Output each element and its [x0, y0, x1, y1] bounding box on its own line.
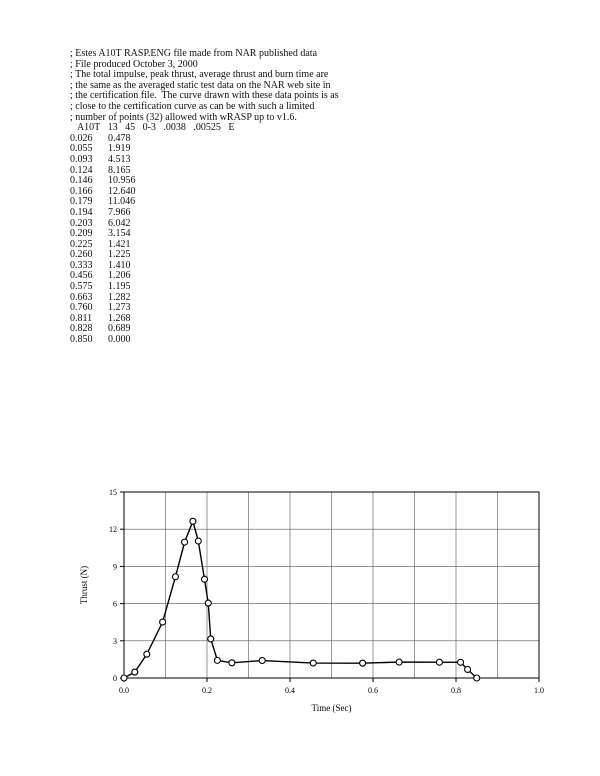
data-point — [396, 659, 402, 665]
x-axis-label: Time (Sec) — [311, 703, 352, 713]
time-value: 0.811 — [70, 312, 93, 324]
time-value: 0.225 — [70, 238, 93, 250]
eng-file-text — [70, 49, 339, 346]
x-tick-label: 0.4 — [285, 686, 295, 695]
x-axis-ticks — [119, 678, 544, 695]
header-comment-line: ; The total impulse, peak thrust, average thrust and burn time are — [70, 69, 329, 81]
thrust-value: 1.195 — [108, 281, 131, 293]
header-comment-line: ; close to the certification curve as can be with such a limited — [70, 100, 315, 112]
grid-lines — [124, 492, 539, 678]
data-point — [144, 651, 150, 657]
time-value: 0.333 — [70, 259, 93, 271]
data-point — [182, 539, 188, 545]
data-point — [208, 636, 214, 642]
thrust-value: 0.478 — [108, 132, 131, 144]
thrust-curve-chart — [0, 470, 600, 730]
y-tick-label: 0 — [113, 674, 117, 683]
header-comment-line: ; the same as the averaged static test data on the NAR web site in — [70, 79, 331, 91]
time-value: 0.260 — [70, 249, 93, 261]
thrust-value: 1.410 — [108, 259, 131, 271]
y-tick-label: 6 — [113, 599, 117, 609]
data-point — [214, 657, 220, 663]
thrust-value: 8.165 — [108, 164, 131, 176]
time-value: 0.850 — [70, 334, 93, 346]
x-tick-label: 0.6 — [368, 686, 378, 695]
data-point — [360, 660, 366, 666]
data-point — [310, 660, 316, 666]
thrust-value: 0.689 — [108, 323, 131, 335]
header-comment-line: ; File produced October 3, 2000 — [70, 58, 198, 70]
thrust-value: 1.225 — [108, 249, 131, 261]
time-value: 0.663 — [70, 291, 93, 303]
thrust-value: 10.956 — [108, 175, 136, 187]
data-point — [132, 669, 138, 675]
data-point — [205, 600, 211, 606]
time-value: 0.124 — [70, 164, 93, 176]
thrust-value: 6.042 — [108, 217, 131, 229]
data-point — [202, 576, 208, 582]
header-comment-line: ; Estes A10T RASP.ENG file made from NAR published data — [70, 48, 318, 59]
thrust-value: 1.206 — [108, 270, 131, 282]
thrust-value: 1.282 — [108, 291, 131, 303]
data-point — [160, 619, 166, 625]
y-axis-ticks — [109, 488, 124, 683]
y-tick-label: 12 — [109, 525, 117, 535]
data-point — [474, 675, 480, 681]
data-point — [436, 659, 442, 665]
data-point — [259, 658, 265, 664]
data-point — [458, 659, 464, 665]
thrust-value: 1.273 — [108, 302, 131, 314]
y-tick-label: 15 — [109, 488, 117, 497]
thrust-value: 11.046 — [108, 196, 136, 208]
time-value: 0.203 — [70, 217, 93, 229]
data-point — [465, 666, 471, 672]
thrust-value: 4.513 — [108, 153, 131, 165]
time-value: 0.146 — [70, 175, 93, 187]
time-value: 0.456 — [70, 270, 93, 282]
data-point — [172, 574, 178, 580]
x-tick-label: 0.8 — [451, 686, 461, 695]
y-tick-label: 9 — [113, 562, 117, 572]
data-point — [195, 538, 201, 544]
time-value: 0.209 — [70, 228, 93, 240]
thrust-value: 7.966 — [108, 206, 131, 218]
thrust-value: 12.640 — [108, 185, 136, 197]
x-tick-label: 0.2 — [202, 686, 212, 695]
time-value: 0.760 — [70, 302, 93, 314]
thrust-value: 1.919 — [108, 143, 131, 155]
time-value: 0.166 — [70, 185, 93, 197]
time-value: 0.093 — [70, 153, 93, 165]
y-tick-label: 3 — [113, 636, 117, 646]
x-tick-label: 1.0 — [534, 686, 544, 695]
x-tick-label: 0.0 — [119, 686, 129, 695]
time-value: 0.194 — [70, 206, 93, 218]
thrust-value: 1.268 — [108, 312, 131, 324]
header-comment-line: ; the certification file. The curve drawn with these data points is as — [70, 90, 339, 102]
data-point — [229, 660, 235, 666]
data-point — [190, 518, 196, 524]
thrust-series-line — [124, 521, 477, 678]
time-value: 0.179 — [70, 196, 93, 208]
time-value: 0.575 — [70, 281, 93, 293]
data-row — [70, 335, 339, 346]
time-value: 0.055 — [70, 143, 93, 155]
data-point — [121, 675, 127, 681]
motor-spec-line: A10T 13 45 0-3 .0038 .00525 E — [70, 122, 235, 134]
time-value: 0.828 — [70, 323, 93, 335]
thrust-value: 3.154 — [108, 228, 131, 240]
thrust-data-points — [121, 518, 480, 681]
thrust-value: 0.000 — [108, 334, 131, 346]
header-comment-line: ; number of points (32) allowed with wRASP up to v1.6. — [70, 111, 297, 123]
y-axis-label: Thrust (N) — [79, 565, 89, 605]
thrust-value: 1.421 — [108, 238, 131, 250]
time-value: 0.026 — [70, 132, 93, 144]
